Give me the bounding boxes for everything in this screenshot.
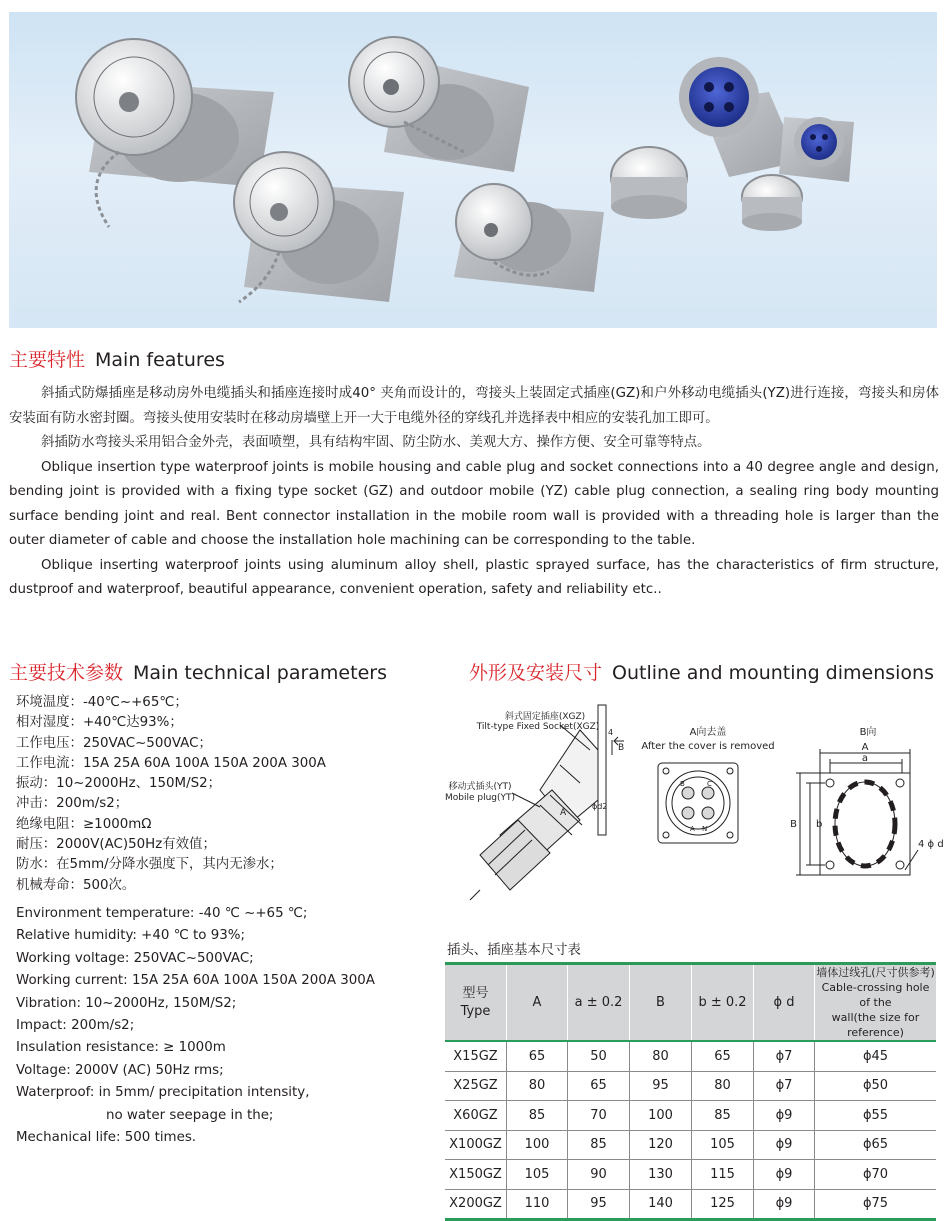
- arrow-b-label: B: [618, 743, 625, 753]
- cell: 120: [630, 1130, 692, 1160]
- dim-d2-label: ϕd2: [592, 802, 608, 811]
- table-row: [445, 1160, 936, 1190]
- cell: 65: [568, 1071, 630, 1101]
- param-item: 相对湿度：+40℃达93%；: [16, 715, 183, 731]
- cell: 80: [692, 1071, 754, 1101]
- param-item: Voltage: 2000V (AC) 50Hz rms;: [16, 1062, 224, 1078]
- header-a: a ± 0.2: [568, 964, 630, 1042]
- header-b: b ± 0.2: [692, 964, 754, 1042]
- cell: 95: [568, 1189, 630, 1220]
- param-item: Mechanical life: 500 times.: [16, 1130, 197, 1146]
- cell-type: X150GZ: [445, 1160, 507, 1190]
- label-yt-cn: 移动式插头(YT): [448, 782, 512, 792]
- socket-photo-blue-small: [779, 117, 854, 182]
- cell: 50: [568, 1041, 630, 1071]
- cell-type: X100GZ: [445, 1130, 507, 1160]
- cell: 85: [507, 1101, 568, 1131]
- param-item: 绝缘电阻：≥1000mΩ: [16, 816, 152, 832]
- params-list-cn: [16, 693, 326, 896]
- cap-photo-2: [742, 175, 802, 231]
- param-item: Impact: 200m/s2;: [16, 1018, 135, 1034]
- param-item: 振动：10~2000Hz、150M/S2；: [16, 776, 222, 792]
- param-item: 冲击：200m/s2；: [16, 796, 129, 812]
- cell-type: X15GZ: [445, 1041, 507, 1071]
- features-paragraph: Oblique insertion type waterproof joints is mobile housing and cable plug and socket connections into a 40 degree angle and design, bending joint is provided with a fixing type socket (GZ) and outdoor mobile (YZ) cable plug connection, a sealing ring body mounting surface bending joint and real. Bent connector installation in the mobile room wall is provided with a threading hole is larger than the outer diameter of cable and choose the installation hole machining can be corresponding to the table.: [9, 459, 939, 548]
- cell: 85: [568, 1130, 630, 1160]
- dim-b-label: b: [816, 819, 823, 830]
- param-item: 工作电压：250VAC~500VAC；: [16, 735, 212, 751]
- cell: ϕ9: [754, 1160, 815, 1190]
- cell: ϕ7: [754, 1071, 815, 1101]
- cell: 140: [630, 1189, 692, 1220]
- cell: ϕ45: [815, 1041, 937, 1071]
- header-A: A: [507, 964, 568, 1042]
- cell: ϕ65: [815, 1130, 937, 1160]
- table-row: [445, 1071, 936, 1101]
- params-title-en: Main technical parameters: [133, 662, 387, 684]
- table-header-row: [445, 964, 936, 1042]
- cell: 105: [507, 1160, 568, 1190]
- cell: ϕ50: [815, 1071, 937, 1101]
- cell: ϕ70: [815, 1160, 937, 1190]
- dimension-table: [445, 962, 936, 1221]
- cell: ϕ55: [815, 1101, 937, 1131]
- pin-label: N: [702, 825, 708, 833]
- dim-A-label: A: [861, 742, 869, 753]
- cell: 80: [630, 1041, 692, 1071]
- cell: 90: [568, 1160, 630, 1190]
- dim-B-label: B: [790, 819, 797, 830]
- arrow-a-label: A: [560, 808, 567, 818]
- label-b-view-cn: B向: [859, 727, 877, 738]
- label-a-view-en: After the cover is removed: [641, 741, 775, 752]
- outline-title: [469, 658, 934, 685]
- param-item: 环境温度：-40℃~+65℃；: [16, 695, 188, 710]
- param-item: 工作电流：15A 25A 60A 100A 150A 200A 300A: [16, 755, 326, 771]
- param-item: 机械寿命：500次。: [16, 877, 136, 893]
- table-row: [445, 1101, 936, 1131]
- socket-photo-4: [454, 184, 604, 292]
- param-item: 防水：在5mm/分降水强度下，其内无渗水；: [16, 857, 283, 873]
- socket-photo-3: [234, 152, 404, 302]
- param-item: no water seepage in the;: [106, 1107, 274, 1123]
- table-row: [445, 1189, 936, 1220]
- cell: 80: [507, 1071, 568, 1101]
- param-item: Waterproof: in 5mm/ precipitation intensity,: [16, 1085, 310, 1101]
- header-cable-hole: 墙体过线孔(尺寸供参考) Cable-crossing hole of the wall(the size for reference): [815, 964, 937, 1042]
- pin-label: B: [680, 780, 685, 788]
- cell-type: X60GZ: [445, 1101, 507, 1131]
- param-item: 耐压：2000V(AC)50Hz有效值；: [16, 837, 216, 853]
- cell-type: X200GZ: [445, 1189, 507, 1220]
- cell: ϕ9: [754, 1130, 815, 1160]
- param-item: Relative humidity: +40 ℃ to 93%;: [16, 928, 245, 944]
- param-item: Working voltage: 250VAC~500VAC;: [16, 950, 254, 966]
- features-title-cn: 主要特性: [9, 349, 86, 371]
- table-row: [445, 1041, 936, 1071]
- cell: 65: [507, 1041, 568, 1071]
- cell: 85: [692, 1101, 754, 1131]
- features-paragraph: Oblique inserting waterproof joints using aluminum alloy shell, plastic sprayed surface, has the characteristics of firm structure, dustproof and waterproof, beautiful appearance, convenient operation, safety and reliability etc..: [9, 557, 939, 597]
- cell: ϕ9: [754, 1101, 815, 1131]
- features-text: [9, 382, 939, 603]
- cell: 130: [630, 1160, 692, 1190]
- cell: 110: [507, 1189, 568, 1220]
- cell-type: X25GZ: [445, 1071, 507, 1101]
- params-title: [9, 658, 387, 685]
- header-type: 型号 Type: [445, 964, 507, 1042]
- header-d: ϕ d: [754, 964, 815, 1042]
- features-paragraph: 斜插式防爆插座是移动房外电缆插头和插座连接时成40° 夹角而设计的，弯接头上装固定式插座(GZ)和户外移动电缆插头(YZ)进行连接，弯接头和房体安装面有防水密封圈。弯接头使用安装时在移动房墙壁上开一大于电缆外径的穿线孔并选择表中相应的安装孔加工即可。: [9, 386, 939, 426]
- cell: 100: [507, 1130, 568, 1160]
- b-view: [796, 749, 918, 875]
- param-item: Working current: 15A 25A 60A 100A 150A 200A 300A: [16, 973, 375, 989]
- outline-title-en: Outline and mounting dimensions: [612, 662, 934, 684]
- label-xgz-en: Tilt-type Fixed Socket(XGZ): [476, 722, 600, 732]
- cell: ϕ7: [754, 1041, 815, 1071]
- features-paragraph: 斜插防水弯接头采用铝合金外壳，表面喷塑，具有结构牢固、防尘防水、美观大方、操作方便、安全可靠等特点。: [41, 435, 711, 450]
- pin-label: C: [707, 780, 712, 788]
- cell: ϕ9: [754, 1189, 815, 1220]
- cell: 105: [692, 1130, 754, 1160]
- product-photo: [9, 12, 937, 328]
- label-xgz-cn: 斜式固定插座(XGZ): [504, 712, 586, 722]
- label-yt-en: Mobile plug(YT): [444, 793, 516, 803]
- cell: 65: [692, 1041, 754, 1071]
- outline-diagram: [440, 695, 945, 910]
- cell: ϕ75: [815, 1189, 937, 1220]
- table-caption: 插头、插座基本尺寸表: [447, 943, 581, 958]
- socket-photo-2: [349, 37, 529, 172]
- pin-label: A: [690, 825, 695, 833]
- cell: 70: [568, 1101, 630, 1131]
- dim-4d-label: 4 ϕ d: [918, 839, 944, 850]
- header-B: B: [630, 964, 692, 1042]
- cell: 115: [692, 1160, 754, 1190]
- a-view: [658, 763, 738, 843]
- cell: 100: [630, 1101, 692, 1131]
- param-item: Environment temperature: -40 ℃ ~+65 ℃;: [16, 906, 308, 921]
- cap-photo-1: [611, 147, 687, 219]
- label-a-view-cn: A向去盖: [689, 727, 727, 738]
- features-title-en: Main features: [95, 349, 225, 371]
- param-item: Insulation resistance: ≥ 1000m: [16, 1040, 226, 1056]
- dim-a-label: a: [861, 753, 869, 764]
- table-row: [445, 1130, 936, 1160]
- params-list-en: [16, 903, 375, 1149]
- marker-4: 4: [608, 728, 614, 737]
- param-item: Vibration: 10~2000Hz, 150M/S2;: [16, 995, 237, 1011]
- outline-title-cn: 外形及安装尺寸: [469, 662, 603, 684]
- product-illustration: [9, 12, 937, 328]
- params-title-cn: 主要技术参数: [9, 662, 124, 684]
- cell: 95: [630, 1071, 692, 1101]
- features-title: [9, 345, 225, 372]
- cell: 125: [692, 1189, 754, 1220]
